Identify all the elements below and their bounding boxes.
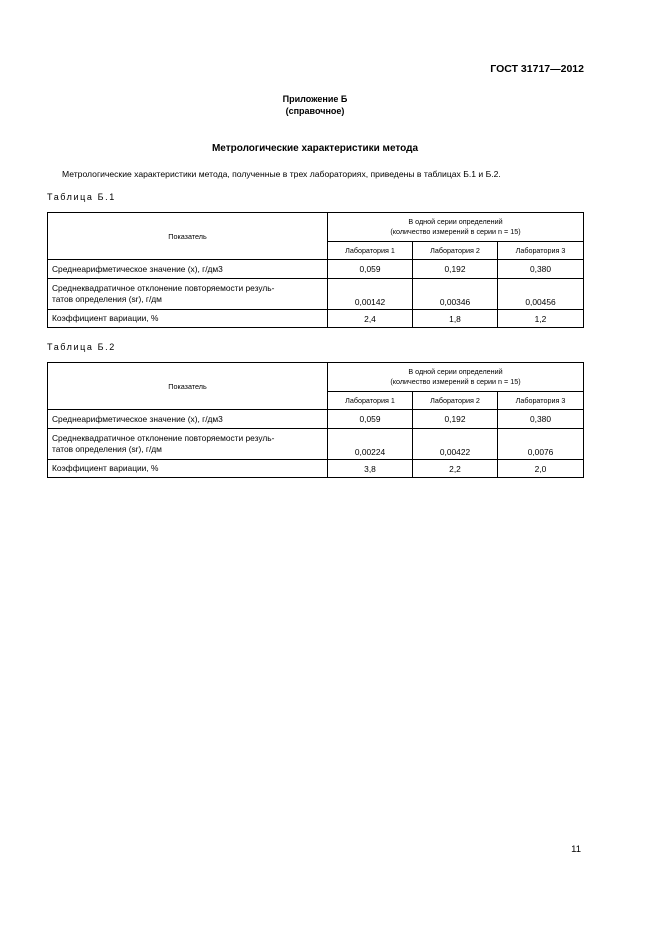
table-b2-col-header: Показатель: [48, 363, 328, 410]
cell-value: 0,00142: [328, 279, 413, 310]
row-label: Среднеарифметическое значение (x), г/дм3: [48, 260, 328, 279]
cell-value: 3,8: [328, 460, 413, 478]
page-number: 11: [571, 844, 581, 855]
row-label-line1: Среднеквадратичное отклонение повторяемости резуль-: [52, 283, 275, 293]
lab-header: Лаборатория 2: [413, 242, 498, 260]
cell-value: 0,192: [413, 410, 498, 429]
table-b1-caption: Таблица Б.1: [47, 192, 116, 202]
cell-value: 0,00456: [498, 279, 584, 310]
lab-header: Лаборатория 1: [328, 392, 413, 410]
appendix-heading: [0, 93, 630, 117]
cell-value: 2,4: [328, 310, 413, 328]
group-header-line1: В одной серии определений: [408, 367, 503, 376]
lab-header: Лаборатория 3: [498, 242, 584, 260]
intro-paragraph: Метрологические характеристики метода, полученные в трех лабораториях, приведены в таблицах Б.1 и Б.2.: [62, 169, 501, 179]
section-title: Метрологические характеристики метода: [211, 143, 419, 154]
row-label: [48, 279, 328, 310]
table-b1-col-header: Показатель: [48, 213, 328, 260]
table-row: [48, 460, 584, 478]
lab-header: Лаборатория 2: [413, 392, 498, 410]
cell-value: 2,2: [413, 460, 498, 478]
row-label: Коэффициент вариации, %: [48, 310, 328, 328]
table-row: [48, 410, 584, 429]
row-label: [48, 429, 328, 460]
table-row: [48, 260, 584, 279]
cell-value: 0,00422: [413, 429, 498, 460]
table-b1: [47, 212, 584, 328]
lab-header: Лаборатория 3: [498, 392, 584, 410]
row-label: Коэффициент вариации, %: [48, 460, 328, 478]
table-b1-group-header: [328, 213, 584, 242]
cell-value: 1,2: [498, 310, 584, 328]
group-header-line1: В одной серии определений: [408, 217, 503, 226]
cell-value: 0,380: [498, 260, 584, 279]
cell-value: 0,192: [413, 260, 498, 279]
cell-value: 1,8: [413, 310, 498, 328]
appendix-title: Приложение Б: [282, 94, 348, 104]
cell-value: 0,059: [328, 410, 413, 429]
cell-value: 0,0076: [498, 429, 584, 460]
table-row: [48, 310, 584, 328]
row-label-line2: татов определения (sr), г/дм: [52, 444, 162, 454]
row-label-line1: Среднеквадратичное отклонение повторяемости резуль-: [52, 433, 275, 443]
standard-code: ГОСТ 31717—2012: [490, 63, 584, 75]
cell-value: 2,0: [498, 460, 584, 478]
cell-value: 0,059: [328, 260, 413, 279]
lab-header: Лаборатория 1: [328, 242, 413, 260]
row-label: Среднеарифметическое значение (x), г/дм3: [48, 410, 328, 429]
appendix-kind: (справочное): [285, 106, 345, 116]
cell-value: 0,00346: [413, 279, 498, 310]
table-b2-group-header: [328, 363, 584, 392]
table-b2: [47, 362, 584, 478]
table-row: [48, 429, 584, 460]
cell-value: 0,00224: [328, 429, 413, 460]
group-header-line2: (количество измерений в серии n = 15): [390, 377, 521, 386]
group-header-line2: (количество измерений в серии n = 15): [390, 227, 521, 236]
row-label-line2: татов определения (sr), г/дм: [52, 294, 162, 304]
table-b2-caption: Таблица Б.2: [47, 342, 116, 352]
table-row: [48, 279, 584, 310]
cell-value: 0,380: [498, 410, 584, 429]
